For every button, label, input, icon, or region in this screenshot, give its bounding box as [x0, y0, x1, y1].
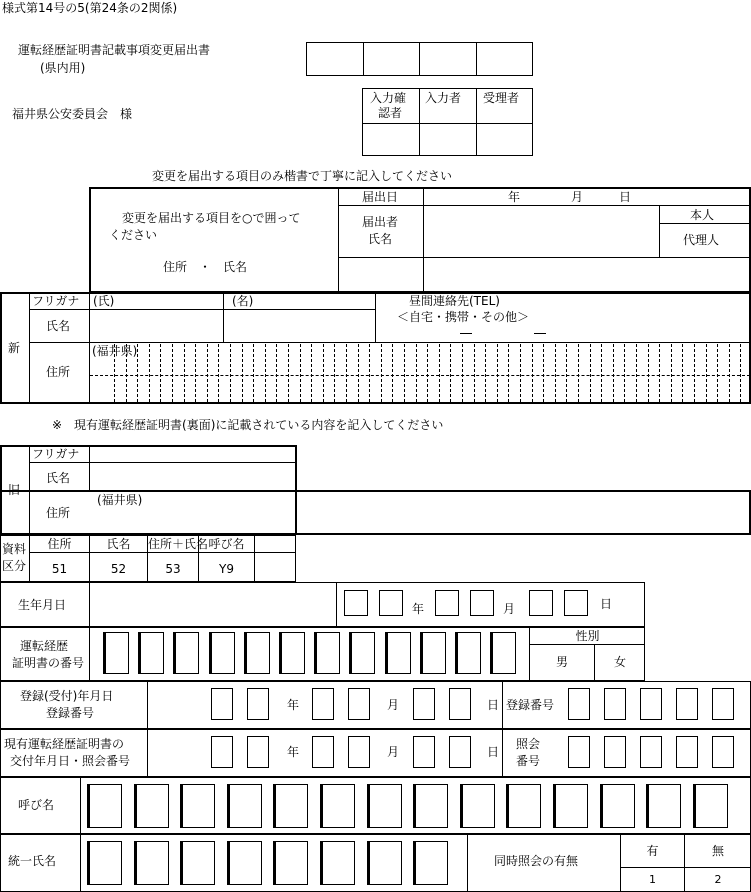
- unified-name-box-1[interactable]: [89, 841, 122, 885]
- filing-month-unit: 月: [571, 190, 584, 204]
- phone-dash-1: [460, 333, 472, 334]
- filing-year-unit: 年: [508, 190, 521, 204]
- registration-number-box-4[interactable]: [676, 688, 698, 720]
- registration-number-label: 登録番号: [506, 698, 555, 712]
- filer-name-field[interactable]: [424, 206, 658, 256]
- address-grid-divider: [520, 344, 521, 402]
- license-number-box-6[interactable]: [281, 632, 305, 674]
- unified-name-box-7[interactable]: [369, 841, 402, 885]
- reference-number-box-3[interactable]: [640, 736, 662, 768]
- old-prefecture: (福井県): [97, 493, 143, 507]
- address-grid-divider: [462, 344, 463, 402]
- address-grid-divider: [253, 344, 254, 402]
- phone-dash-2: [534, 333, 546, 334]
- address-grid-divider: [566, 344, 567, 402]
- address-grid-divider: [218, 344, 219, 402]
- material-header-address: 住所: [47, 537, 72, 551]
- address-grid-divider: [392, 344, 393, 402]
- material-code-name[interactable]: 52: [110, 562, 127, 576]
- address-grid-divider: [694, 344, 695, 402]
- form-number: 様式第14号の5(第24条の2関係): [2, 1, 178, 15]
- query-yes-code: 1: [649, 873, 656, 886]
- material-label-1: 資料: [2, 542, 27, 556]
- address-grid-divider: [149, 344, 150, 402]
- address-grid-divider: [404, 344, 405, 402]
- reference-number-box-4[interactable]: [676, 736, 698, 768]
- address-grid-divider: [242, 344, 243, 402]
- material-header-name: 氏名: [106, 537, 131, 551]
- new-prefecture: (福井県): [92, 344, 138, 358]
- callname-box-12[interactable]: [602, 784, 635, 828]
- circle-instruction-2: ください: [109, 228, 158, 242]
- address-grid-divider: [543, 344, 544, 402]
- address-grid-divider: [648, 344, 649, 402]
- unified-name-box-4[interactable]: [229, 841, 262, 885]
- callname-box-3[interactable]: [182, 784, 215, 828]
- address-grid-divider: [532, 344, 533, 402]
- callname-box-14[interactable]: [695, 784, 728, 828]
- address-grid-divider: [195, 344, 196, 402]
- old-address-label: 住所: [46, 506, 71, 520]
- callname-box-11[interactable]: [555, 784, 588, 828]
- birth-year-box-2[interactable]: [379, 590, 403, 616]
- license-number-box-12[interactable]: [492, 632, 516, 674]
- old-furigana-label: フリガナ: [32, 447, 80, 461]
- address-grid-divider: [474, 344, 475, 402]
- birth-month-box-2[interactable]: [470, 590, 494, 616]
- birth-month-unit: 月: [503, 602, 516, 616]
- address-grid-divider: [137, 344, 138, 402]
- address-grid-divider: [346, 344, 347, 402]
- contact-options[interactable]: ＜自宅・携帯・その他＞: [397, 310, 530, 324]
- issue-label-1: 現有運転経歴証明書の: [4, 737, 125, 751]
- new-furigana-label: フリガナ: [32, 294, 80, 308]
- material-label-2: 区分: [2, 559, 27, 573]
- address-grid-divider: [740, 344, 741, 402]
- registration-number-box-3[interactable]: [640, 688, 662, 720]
- address-grid-divider: [682, 344, 683, 402]
- address-grid-divider: [230, 344, 231, 402]
- reference-label-2: 番号: [516, 754, 541, 768]
- new-surname-label: (氏): [93, 294, 115, 308]
- address-grid-divider: [717, 344, 718, 402]
- callname-box-6[interactable]: [322, 784, 355, 828]
- license-number-box-9[interactable]: [387, 632, 411, 674]
- license-number-box-2[interactable]: [140, 632, 164, 674]
- address-grid-divider: [358, 344, 359, 402]
- stamp-header-inputter: 入力者: [425, 91, 462, 105]
- old-marker: 旧: [8, 483, 21, 497]
- address-grid-divider: [508, 344, 509, 402]
- issue-month-box-1[interactable]: [312, 736, 334, 768]
- issue-year-unit: 年: [287, 745, 300, 759]
- address-grid-divider: [369, 344, 370, 402]
- issue-day-unit: 日: [487, 745, 500, 759]
- registration-day-unit: 日: [487, 698, 500, 712]
- license-number-box-3[interactable]: [175, 632, 199, 674]
- license-label-1: 運転経歴: [20, 639, 69, 653]
- address-grid-divider: [427, 344, 428, 402]
- filer-self[interactable]: 本人: [690, 208, 715, 222]
- note-current: ※ 現有運転経歴証明書(裏面)に記載されている内容を記入してください: [52, 418, 444, 432]
- registration-number-box-5[interactable]: [712, 688, 734, 720]
- license-number-box-8[interactable]: [351, 632, 375, 674]
- address-grid-divider: [184, 344, 185, 402]
- unified-name-box-8[interactable]: [415, 841, 448, 885]
- issue-month-box-2[interactable]: [348, 736, 370, 768]
- new-name-label: 氏名: [46, 319, 71, 333]
- address-grid-divider: [497, 344, 498, 402]
- reference-number-box-5[interactable]: [712, 736, 734, 768]
- address-grid-divider: [276, 344, 277, 402]
- address-grid-divider: [613, 344, 614, 402]
- birth-day-box-2[interactable]: [564, 590, 588, 616]
- registration-month-box-2[interactable]: [348, 688, 370, 720]
- registration-number-box-1[interactable]: [568, 688, 590, 720]
- address-grid-divider: [334, 344, 335, 402]
- birth-year-unit: 年: [412, 602, 425, 616]
- license-label-2: 証明書の番号: [12, 656, 85, 670]
- address-grid-divider: [601, 344, 602, 402]
- material-header-both: 住所＋氏名: [148, 537, 209, 551]
- new-given-label: (名): [232, 294, 254, 308]
- address-grid-divider: [450, 344, 451, 402]
- address-grid-divider: [160, 344, 161, 402]
- registration-number-box-2[interactable]: [604, 688, 626, 720]
- issue-label-2: 交付年月日・照会番号: [10, 754, 131, 768]
- registration-year-box-2[interactable]: [247, 688, 269, 720]
- contact-title: 昼間連絡先(TEL): [409, 294, 500, 308]
- registration-month-box-1[interactable]: [312, 688, 334, 720]
- new-given-field[interactable]: [224, 310, 374, 341]
- callname-box-7[interactable]: [369, 784, 402, 828]
- callname-label: 呼び名: [18, 798, 55, 812]
- callname-box-2[interactable]: [136, 784, 169, 828]
- new-marker: 新: [8, 341, 21, 355]
- address-grid-divider: [311, 344, 312, 402]
- address-grid-divider: [624, 344, 625, 402]
- material-header-callname: 呼び名: [208, 537, 245, 551]
- address-grid-divider: [288, 344, 289, 402]
- license-number-box-1[interactable]: [105, 632, 129, 674]
- unified-name-box-3[interactable]: [182, 841, 215, 885]
- issue-day-box-2[interactable]: [449, 736, 471, 768]
- address-grid-divider: [659, 344, 660, 402]
- address-grid-divider: [439, 344, 440, 402]
- filer-agent[interactable]: 代理人: [683, 233, 720, 247]
- birth-day-unit: 日: [600, 597, 613, 611]
- material-code-address[interactable]: 51: [51, 562, 68, 576]
- filing-date-label: 届出日: [362, 190, 399, 204]
- address-grid-divider: [416, 344, 417, 402]
- birth-day-box-1[interactable]: [529, 590, 553, 616]
- issue-year-box-1[interactable]: [211, 736, 233, 768]
- birth-year-box-1[interactable]: [344, 590, 368, 616]
- address-grid-divider: [265, 344, 266, 402]
- filing-day-unit: 日: [619, 190, 632, 204]
- registration-year-unit: 年: [287, 698, 300, 712]
- unified-name-box-5[interactable]: [275, 841, 308, 885]
- address-grid-divider: [706, 344, 707, 402]
- address-grid-divider: [114, 344, 115, 402]
- license-number-box-5[interactable]: [246, 632, 270, 674]
- registration-year-box-1[interactable]: [211, 688, 233, 720]
- reference-number-box-1[interactable]: [568, 736, 590, 768]
- callname-box-4[interactable]: [229, 784, 262, 828]
- address-grid-divider: [323, 344, 324, 402]
- license-number-box-4[interactable]: [211, 632, 235, 674]
- filer-label-1: 届出者: [362, 215, 399, 229]
- license-number-box-11[interactable]: [457, 632, 481, 674]
- circle-instruction-1: 変更を届出する項目を○で囲って: [122, 211, 301, 225]
- sex-label: 性別: [575, 629, 600, 643]
- issue-day-box-1[interactable]: [413, 736, 435, 768]
- old-name-field[interactable]: [90, 463, 296, 489]
- unified-label: 統一氏名: [8, 854, 57, 868]
- address-grid-divider: [590, 344, 591, 402]
- unified-name-box-6[interactable]: [322, 841, 355, 885]
- issue-year-box-2[interactable]: [247, 736, 269, 768]
- query-no-code: 2: [714, 873, 722, 886]
- circle-items[interactable]: 住所 ・ 氏名: [163, 260, 248, 274]
- stamp-header-confirmer: 入力確: [370, 91, 407, 105]
- filer-label-2: 氏名: [368, 232, 393, 246]
- address-grid-divider: [578, 344, 579, 402]
- address-grid-divider: [381, 344, 382, 402]
- material-code-both[interactable]: 53: [165, 562, 181, 576]
- reference-number-box-2[interactable]: [604, 736, 626, 768]
- new-surname-field[interactable]: [90, 310, 223, 341]
- stamp-header-confirmer-2: 認者: [378, 106, 403, 120]
- callname-box-9[interactable]: [462, 784, 495, 828]
- registration-day-box-2[interactable]: [449, 688, 471, 720]
- sex-male[interactable]: 男: [555, 655, 568, 669]
- address-grid-divider: [207, 344, 208, 402]
- new-address-grid[interactable]: [90, 343, 750, 403]
- address-grid-divider: [172, 344, 173, 402]
- stamp-header-receiver: 受理者: [483, 91, 520, 105]
- form-title: 運転経歴証明書記載事項変更届出書: [18, 43, 211, 57]
- callname-box-10[interactable]: [508, 784, 541, 828]
- query-no[interactable]: 無: [711, 844, 724, 858]
- registration-label-2: 登録番号: [46, 706, 95, 720]
- unified-name-box-2[interactable]: [136, 841, 169, 885]
- material-code-callname[interactable]: Y9: [219, 562, 234, 576]
- form-subtitle: (県内用): [40, 61, 86, 75]
- new-address-label: 住所: [46, 365, 71, 379]
- registration-day-box-1[interactable]: [413, 688, 435, 720]
- address-grid-divider: [671, 344, 672, 402]
- address-grid-divider: [555, 344, 556, 402]
- address-grid-divider: [636, 344, 637, 402]
- callname-box-13[interactable]: [648, 784, 681, 828]
- address-grid-divider: [300, 344, 301, 402]
- address-grid-divider: [729, 344, 730, 402]
- license-number-box-10[interactable]: [422, 632, 446, 674]
- callname-box-8[interactable]: [415, 784, 448, 828]
- birth-month-box-1[interactable]: [435, 590, 459, 616]
- simultaneous-query-label: 同時照会の有無: [494, 854, 579, 868]
- instruction-top: 変更を届出する項目のみ楷書で丁寧に記入してください: [152, 169, 453, 183]
- callname-box-1[interactable]: [89, 784, 122, 828]
- old-address-field[interactable]: [90, 506, 750, 534]
- birth-label: 生年月日: [18, 598, 67, 612]
- addressee: 福井県公安委員会 様: [12, 107, 133, 121]
- reference-label-1: 照会: [516, 737, 541, 751]
- license-number-box-7[interactable]: [316, 632, 340, 674]
- old-name-label: 氏名: [46, 471, 71, 485]
- registration-month-unit: 月: [387, 698, 400, 712]
- address-grid-divider: [485, 344, 486, 402]
- address-grid-divider: [126, 344, 127, 402]
- sex-female[interactable]: 女: [613, 655, 626, 669]
- registration-label-1: 登録(受付)年月日: [20, 689, 114, 703]
- query-yes[interactable]: 有: [646, 844, 659, 858]
- callname-box-5[interactable]: [275, 784, 308, 828]
- issue-month-unit: 月: [387, 745, 400, 759]
